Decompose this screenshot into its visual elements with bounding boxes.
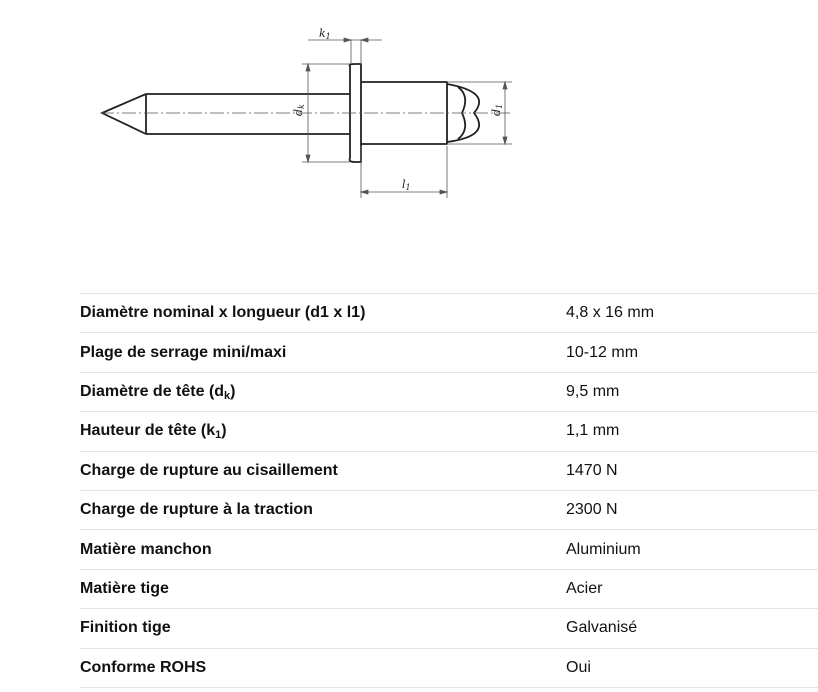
- spec-value: 2300 N: [566, 490, 818, 529]
- k1-dimension-label: k1: [319, 27, 331, 41]
- spec-label: Matière tige: [80, 569, 566, 608]
- spec-row-rohs: [80, 648, 818, 687]
- spec-label: Charge de rupture au cisaillement: [80, 451, 566, 490]
- spec-row-mandrel-finish: [80, 609, 818, 648]
- rivet-drawing-svg: [0, 0, 818, 260]
- spec-label: Matière manchon: [80, 530, 566, 569]
- spec-value: Galvanisé: [566, 609, 818, 648]
- spec-row-tensile-strength: [80, 490, 818, 529]
- spec-label: Finition tige: [80, 609, 566, 648]
- dk-dimension-label: dk: [292, 104, 306, 116]
- spec-label-text: Hauteur de tête (k: [80, 422, 216, 440]
- spec-label-subscript: 1: [215, 429, 222, 442]
- spec-value: Aluminium: [566, 530, 818, 569]
- l1-dimension-label: l1: [402, 178, 411, 192]
- spec-value: Acier: [566, 569, 818, 608]
- spec-value: 1,1 mm: [566, 412, 818, 451]
- mandrel-tip: [102, 94, 146, 134]
- spec-label: Charge de rupture à la traction: [80, 490, 566, 529]
- spec-row-sleeve-material: [80, 530, 818, 569]
- spec-value: Oui: [566, 648, 818, 687]
- spec-value: 4,8 x 16 mm: [566, 294, 818, 333]
- spec-row-mandrel-material: [80, 569, 818, 608]
- spec-value: 1470 N: [566, 451, 818, 490]
- spec-label: Diamètre nominal x longueur (d1 x l1): [80, 294, 566, 333]
- spec-label-subscript: k: [224, 389, 231, 402]
- spec-label-text: Diamètre de tête (d: [80, 382, 225, 400]
- spec-label: Plage de serrage mini/maxi: [80, 333, 566, 372]
- rivet-technical-drawing: [0, 0, 818, 260]
- spec-value: 10-12 mm: [566, 333, 818, 372]
- spec-label-end: ): [230, 382, 236, 400]
- spec-row-shear-strength: [80, 451, 818, 490]
- spec-label: [80, 412, 566, 451]
- specifications-table: [80, 293, 818, 688]
- spec-label-end: ): [221, 422, 227, 440]
- spec-row-grip-range: [80, 333, 818, 372]
- spec-row-head-height: [80, 412, 818, 451]
- spec-label: Conforme ROHS: [80, 648, 566, 687]
- spec-row-head-diameter: [80, 372, 818, 411]
- spec-value: 9,5 mm: [566, 372, 818, 411]
- d1-dimension-label: d1: [490, 103, 504, 116]
- spec-label: [80, 372, 566, 411]
- mandrel-shaft: [146, 94, 350, 134]
- spec-row-nominal-size: [80, 294, 818, 333]
